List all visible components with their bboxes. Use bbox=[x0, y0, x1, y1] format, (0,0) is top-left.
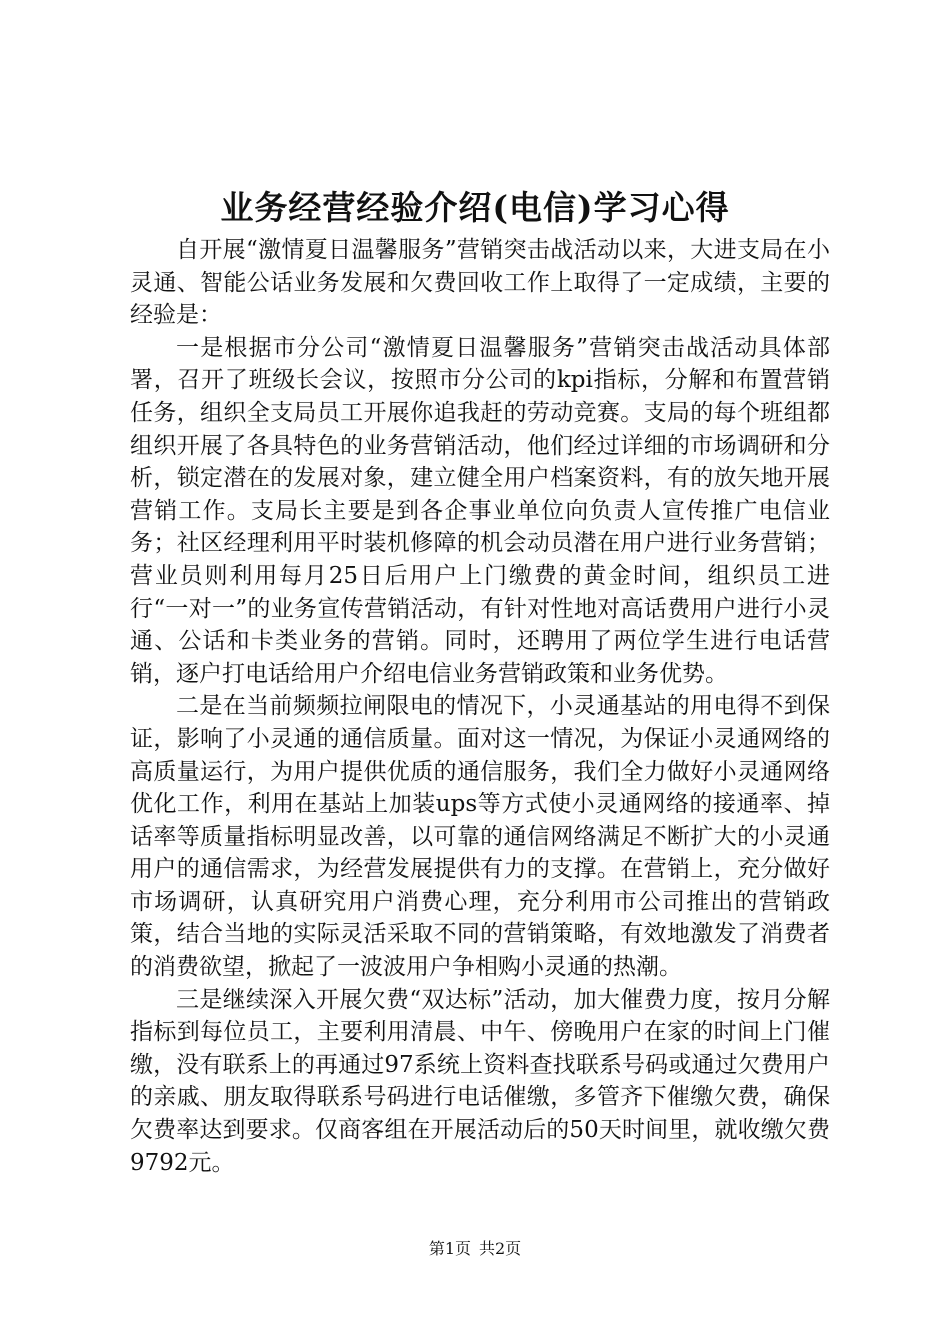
paragraph-point-three: 三是继续深入开展欠费“双达标”活动，加大催费力度，按月分解指标到每位员工，主要利用清晨、中午、傍晚用户在家的时间上门催缴，没有联系上的再通过97系统上资料查找联系号码或通过欠费用户的亲戚、朋友取得联系号码进行电话催缴，多管齐下催缴欠费，确保欠费率达到要求。仅商客组在开展活动后的50天时间里，就收缴欠费9792元。 bbox=[130, 986, 830, 1176]
document-body bbox=[130, 234, 830, 1179]
document-title: 业务经营经验介绍(电信)学习心得 bbox=[220, 188, 730, 227]
page-footer bbox=[0, 1237, 950, 1261]
paragraph-point-one: 一是根据市分公司“激情夏日温馨服务”营销突击战活动具体部署，召开了班级长会议，按照市分公司的kpi指标，分解和布置营销任务，组织全支局员工开展你追我赶的劳动竞赛。支局的每个班组都组织开展了各具特色的业务营销活动，他们经过详细的市场调研和分析，锁定潜在的发展对象，建立健全用户档案资料，有的放矢地开展营销工作。支局长主要是到各企事业单位向负责人宣传推广电信业务；社区经理利用平时装机修障的机会动员潜在用户进行业务营销；营业员则利用每月25日后用户上门缴费的黄金时间，组织员工进行“一对一”的业务宣传营销活动，有针对性地对高话费用户进行小灵通、公话和卡类业务的营销。同时，还聘用了两位学生进行电话营销，逐户打电话给用户介绍电信业务营销政策和业务优势。 bbox=[130, 334, 830, 687]
page-number: 第1页 bbox=[428, 1239, 471, 1258]
page-total: 共2页 bbox=[479, 1239, 522, 1258]
paragraph-point-two: 二是在当前频频拉闸限电的情况下，小灵通基站的用电得不到保证，影响了小灵通的通信质量。面对这一情况，为保证小灵通网络的高质量运行，为用户提供优质的通信服务，我们全力做好小灵通网络优化工作，利用在基站上加装ups等方式使小灵通网络的接通率、掉话率等质量指标明显改善，以可靠的通信网络满足不断扩大的小灵通用户的通信需求，为经营发展提供有力的支撑。在营销上，充分做好市场调研，认真研究用户消费心理，充分利用市公司推出的营销政策，结合当地的实际灵活采取不同的营销策略，有效地激发了消费者的消费欲望，掀起了一波波用户争相购小灵通的热潮。 bbox=[130, 693, 830, 981]
paragraph-intro: 自开展“激情夏日温馨服务”营销突击战活动以来，大进支局在小灵通、智能公话业务发展和欠费回收工作上取得了一定成绩，主要的经验是： bbox=[130, 237, 830, 329]
